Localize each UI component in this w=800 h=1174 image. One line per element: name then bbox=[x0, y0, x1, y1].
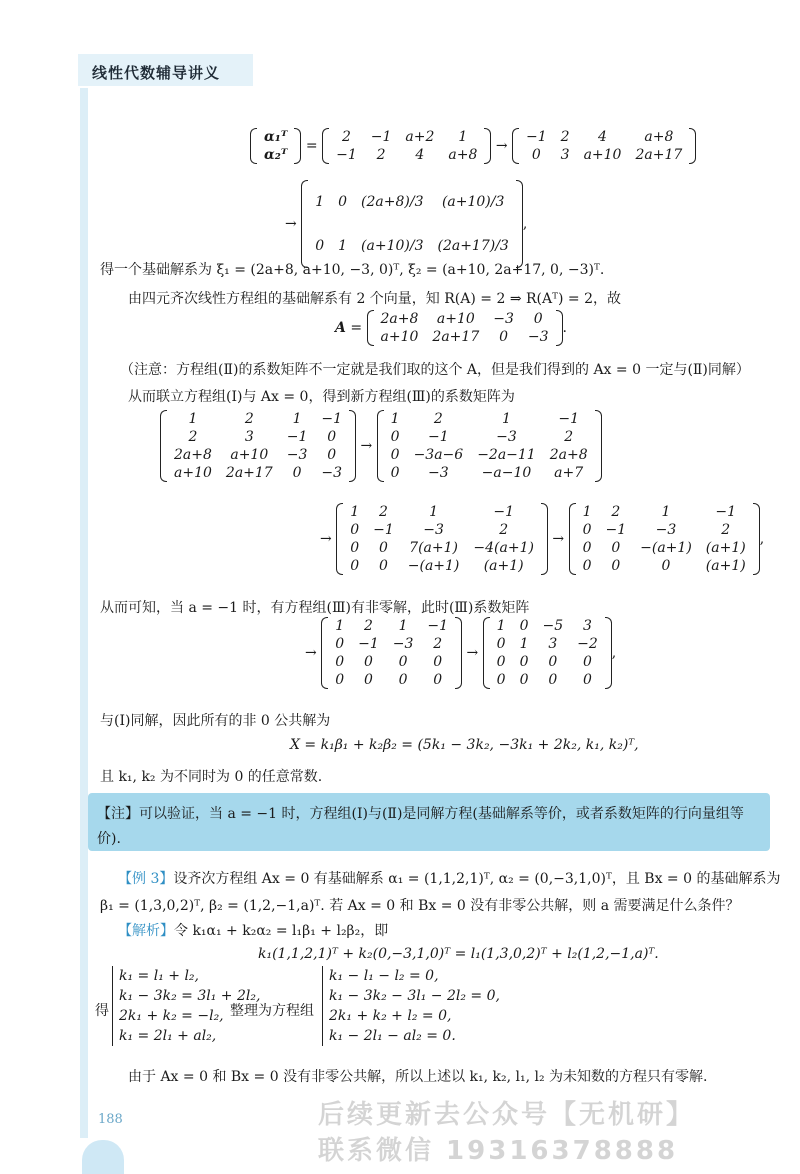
constant-line: 且 k₁, k₂ 为不同时为 0 的任意常数. bbox=[100, 769, 323, 785]
same-line: 与(Ⅰ)同解，因此所有的非 0 公共解为 bbox=[100, 713, 331, 729]
matrix-III: 1 2 1 −1 2 3 −1 0 2a+8 a+10 −3 0 a+10 2a+17 0 −3 bbox=[160, 410, 356, 482]
matrix-chain-2: → 1 2 1 −1 0 −1 −3 2 0 0 7(a+1) −4(a+1) 0 0 −(a+1) (a+1) → 1 2 1 −1 0 −1 −3 2 0 0 −(a+1) (a+1) 0 0 0 (a+1) , bbox=[320, 504, 765, 574]
watermark-line-1: 后续更新去公众号【无机研】 bbox=[318, 1100, 696, 1130]
combine-line: 从而联立方程组(Ⅰ)与 Ax = 0，得到新方程组(Ⅲ)的系数矩阵为 bbox=[128, 389, 515, 405]
note-text: 【注】可以验证，当 a = −1 时，方程组(Ⅰ)与(Ⅱ)是同解方程(基础解系等价，或者系数矩阵的行向量组等价). bbox=[97, 806, 744, 847]
matrix-chain-1: 1 2 1 −1 2 3 −1 0 2a+8 a+10 −3 0 a+10 2a+17 0 −3 → 1 2 1 −1 0 −1 −3 2 0 −3a−6 −2a−11 2a+8 0 −3 −a−10 a+7 bbox=[160, 410, 602, 482]
matrix-a: 2 −1 a+2 1 −1 2 4 a+8 bbox=[322, 128, 491, 164]
arrange-label: 整理为方程组 bbox=[230, 1003, 314, 1019]
example-label: 【例 3】 bbox=[118, 871, 174, 887]
matrix-reduced: 1 0 (2a+8)/3 (a+10)/3 0 1 (a+10)/3 (2a+17)/3 bbox=[301, 180, 523, 268]
matrix-equation-1: α₁ᵀ α₂ᵀ = 2 −1 a+2 1 −1 2 4 a+8 → −1 2 4 a+8 0 3 a+10 2a+17 bbox=[250, 128, 696, 164]
watermark-line-2: 联系微信 19316378888 bbox=[318, 1136, 679, 1166]
alpha-column: α₁ᵀ α₂ᵀ bbox=[250, 128, 301, 164]
matrix-b: −1 2 4 a+8 0 3 a+10 2a+17 bbox=[512, 128, 696, 164]
matrix-chain-3: → 1 2 1 −1 0 −1 −3 2 0 0 0 0 0 0 0 0 → 1 0 −5 3 0 1 3 −2 0 0 0 0 0 0 0 0 , bbox=[305, 618, 617, 688]
page-corner-tab bbox=[82, 1140, 124, 1174]
system-1: k₁ = l₁ + l₂, k₁ − 3k₂ = 3l₁ + 2l₂, 2k₁ + k₂ = −l₂, k₁ = 2l₁ + al₂, bbox=[112, 966, 260, 1046]
solution-equation: k₁(1,1,2,1)ᵀ + k₂(0,−3,1,0)ᵀ = l₁(1,3,0,2)ᵀ + l₂(1,2,−1,a)ᵀ. bbox=[258, 946, 659, 962]
conclusion-line: 由于 Ax = 0 和 Bx = 0 没有非零公共解，所以上述以 k₁, k₂, l₁, l₂ 为未知数的方程只有零解. bbox=[128, 1069, 708, 1085]
matrix-III-step3: 1 2 1 −1 0 −1 −3 2 0 0 −(a+1) (a+1) 0 0 0 (a+1) bbox=[569, 503, 760, 575]
solution-label: 【解析】 bbox=[118, 923, 174, 939]
example-3-line: 【例 3】设齐次方程组 Ax = 0 有基础解系 α₁ = (1,1,2,1)ᵀ, α₂ = (0,−3,1,0)ᵀ，且 Bx = 0 的基础解系为 bbox=[118, 871, 781, 887]
matrix-III-step1: 1 2 1 −1 0 −1 −3 2 0 −3a−6 −2a−11 2a+8 0 −3 −a−10 a+7 bbox=[377, 410, 602, 482]
matrix-III-step2: 1 2 1 −1 0 −1 −3 2 0 0 7(a+1) −4(a+1) 0 0 −(a+1) (a+1) bbox=[336, 503, 548, 575]
page-header-title: 线性代数辅导讲义 bbox=[92, 64, 221, 82]
matrix-A-equation: A = 2a+8 a+10 −3 0 a+10 2a+17 0 −3 . bbox=[335, 311, 567, 345]
know-line: 从而可知，当 a = −1 时，有方程组(Ⅲ)有非零解，此时(Ⅲ)系数矩阵 bbox=[100, 600, 530, 616]
solution-intro: 【解析】令 k₁α₁ + k₂α₂ = l₁β₁ + l₂β₂，即 bbox=[118, 923, 389, 939]
system-2: k₁ − l₁ − l₂ = 0, k₁ − 3k₂ − 3l₁ − 2l₂ = 0, 2k₁ + k₂ + l₂ = 0, k₁ − 2l₁ − al₂ = 0. bbox=[322, 966, 500, 1046]
rank-line: 由四元齐次线性方程组的基础解系有 2 个向量，知 R(A) = 2 ⇒ R(Aᵀ) = 2，故 bbox=[128, 291, 621, 307]
matrix-equation-2: → 1 0 (2a+8)/3 (a+10)/3 0 1 (a+10)/3 (2a+17)/3 , bbox=[285, 180, 527, 268]
de-label: 得 bbox=[95, 1003, 109, 1019]
basis-line: 得一个基础解系为 ξ₁ = (2a+8, a+10, −3, 0)ᵀ, ξ₂ = (a+10, 2a+17, 0, −3)ᵀ. bbox=[100, 262, 605, 278]
matrix-A: 2a+8 a+10 −3 0 a+10 2a+17 0 −3 bbox=[367, 310, 563, 346]
matrix-a-minus1: 1 2 1 −1 0 −1 −3 2 0 0 0 0 0 0 0 0 bbox=[321, 617, 462, 689]
note-paren-line: （注意：方程组(Ⅱ)的系数矩阵不一定就是我们取的这个 A，但是我们得到的 Ax = 0 一定与(Ⅱ)同解） bbox=[120, 362, 750, 378]
example-3-line-2: β₁ = (1,3,0,2)ᵀ, β₂ = (1,2,−1,a)ᵀ. 若 Ax = 0 和 Bx = 0 没有非零公共解，则 a 需要满足什么条件？ bbox=[100, 898, 740, 914]
matrix-rref: 1 0 −5 3 0 1 3 −2 0 0 0 0 0 0 0 0 bbox=[483, 617, 612, 689]
page-number: 188 bbox=[98, 1112, 123, 1127]
solution-X: X = k₁β₁ + k₂β₂ = (5k₁ − 3k₂, −3k₁ + 2k₂, k₁, k₂)ᵀ, bbox=[290, 737, 639, 753]
margin-bar bbox=[80, 88, 88, 1138]
